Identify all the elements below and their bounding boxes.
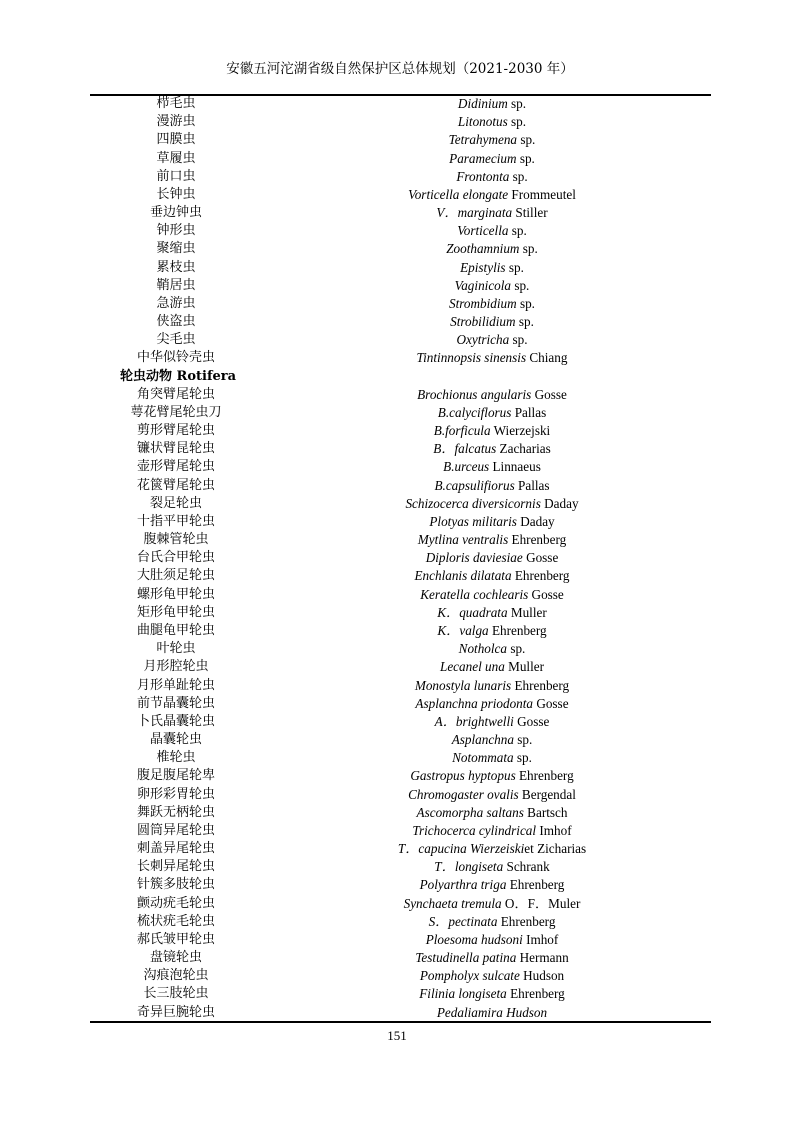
species-row xyxy=(90,458,711,476)
chinese-name: 急游虫 xyxy=(156,295,196,311)
scientific-name xyxy=(322,622,662,640)
scientific-name xyxy=(322,549,662,567)
authority: Hudson xyxy=(519,968,565,984)
scientific-name-italic: Enchlanis dilatata xyxy=(414,568,512,584)
authority: sp. xyxy=(517,132,536,148)
scientific-name-italic: Litonotus xyxy=(457,114,508,130)
scientific-name xyxy=(322,531,662,549)
scientific-name-italic: Strobilidium xyxy=(450,314,516,330)
scientific-name xyxy=(322,404,662,422)
scientific-name-italic: Testudinella patina xyxy=(415,950,517,966)
authority: Wierzejski xyxy=(490,423,551,439)
scientific-name xyxy=(322,259,662,277)
chinese-name: 聚缩虫 xyxy=(156,241,196,257)
species-row xyxy=(90,240,711,258)
authority: Pallas xyxy=(514,477,550,493)
species-row xyxy=(90,259,711,277)
scientific-name-italic: Asplanchna xyxy=(451,732,514,748)
species-row xyxy=(90,895,711,913)
scientific-name xyxy=(322,640,662,658)
scientific-name-italic: Ascomorpha saltans xyxy=(416,804,524,820)
species-row xyxy=(90,477,711,495)
authority: Bartsch xyxy=(523,804,568,820)
scientific-name-italic: Brochionus angularis xyxy=(417,386,532,402)
authority: Pallas xyxy=(511,404,547,420)
scientific-name-italic: Pompholyx sulcate xyxy=(419,968,520,984)
scientific-name-italic: Trichocerca cylindrical xyxy=(412,822,537,838)
authority: Imhof xyxy=(522,931,559,947)
species-row xyxy=(90,513,711,531)
species-row xyxy=(90,440,711,458)
chinese-name: 卵形彩胃轮虫 xyxy=(136,786,215,802)
scientific-name-italic: Strombidium xyxy=(449,295,517,311)
genus-abbreviation: B． xyxy=(433,441,455,457)
species-row xyxy=(90,168,711,186)
species-row xyxy=(90,804,711,822)
authority: Gosse xyxy=(531,386,567,402)
scientific-name-italic: Mytlina ventralis xyxy=(417,532,509,548)
authority: Hermann xyxy=(516,950,569,966)
scientific-name-italic: Pedaliamira Hudson xyxy=(436,1004,548,1020)
scientific-name-italic: pectinata xyxy=(448,913,498,929)
authority: Imhof xyxy=(536,822,572,838)
species-row xyxy=(90,622,711,640)
scientific-name xyxy=(322,1004,662,1022)
scientific-name-italic: Monostyla lunaris xyxy=(414,677,512,693)
species-row xyxy=(90,549,711,567)
scientific-name-italic: Filinia longiseta xyxy=(419,986,507,1002)
chinese-name: 累枝虫 xyxy=(156,259,196,275)
authority: Chiang xyxy=(526,350,568,366)
species-table xyxy=(90,95,711,1022)
authority: sp. xyxy=(513,732,533,748)
species-row xyxy=(90,331,711,349)
scientific-name-italic: Polyarthra triga xyxy=(419,877,507,893)
scientific-name xyxy=(322,967,662,985)
scientific-name-italic: Gastropus hyptopus xyxy=(410,768,516,784)
genus-abbreviation: A． xyxy=(434,713,456,729)
chinese-name: 镰状臂昆轮虫 xyxy=(136,441,215,457)
chinese-name: 盘镜轮虫 xyxy=(149,950,202,966)
authority: sp. xyxy=(509,332,528,348)
authority: O．F．Muler xyxy=(501,895,581,911)
species-row xyxy=(90,531,711,549)
chinese-name: 栉毛虫 xyxy=(156,96,196,111)
species-row xyxy=(90,822,711,840)
scientific-name xyxy=(322,985,662,1003)
chinese-name: 剪形臂尾轮虫 xyxy=(136,423,215,439)
chinese-name: 月形单趾轮虫 xyxy=(136,677,215,693)
scientific-name xyxy=(322,749,662,767)
genus-abbreviation: K． xyxy=(437,604,460,620)
bottom-rule xyxy=(90,1021,711,1023)
authority: sp. xyxy=(516,150,535,166)
chinese-name: 前口虫 xyxy=(156,168,196,184)
chinese-name: 角突臂尾轮虫 xyxy=(136,386,215,402)
authority: sp. xyxy=(508,223,527,239)
scientific-name-italic: Vaginicola xyxy=(454,277,512,293)
scientific-name xyxy=(322,731,662,749)
species-row xyxy=(90,1004,711,1022)
scientific-name-italic: Paramecium xyxy=(449,150,517,166)
chinese-name: 中华似铃壳虫 xyxy=(136,350,215,366)
scientific-name-italic: longiseta xyxy=(454,859,504,875)
chinese-name: 壶形臂尾轮虫 xyxy=(136,459,215,475)
species-row xyxy=(90,150,711,168)
species-row xyxy=(90,677,711,695)
chinese-name: 前节晶囊轮虫 xyxy=(136,695,215,711)
species-row xyxy=(90,277,711,295)
scientific-name xyxy=(322,822,662,840)
authority: Ehrenberg xyxy=(515,768,574,784)
scientific-name xyxy=(322,713,662,731)
authority: sp. xyxy=(515,314,534,330)
scientific-name xyxy=(322,786,662,804)
authority: sp. xyxy=(519,241,538,257)
scientific-name-italic: Synchaeta tremula xyxy=(403,895,502,911)
species-row xyxy=(90,731,711,749)
scientific-name xyxy=(322,168,662,186)
chinese-name: 螺形龟甲轮虫 xyxy=(136,586,215,602)
group-heading: 轮虫动物 Rotifera xyxy=(120,368,237,384)
species-row xyxy=(90,786,711,804)
authority: Gosse xyxy=(528,586,564,602)
scientific-name-italic: Notommata xyxy=(452,750,514,766)
chinese-name: 尖毛虫 xyxy=(156,332,196,348)
species-row xyxy=(90,349,711,367)
scientific-name-italic: brightwelli xyxy=(455,713,514,729)
authority: Ehrenberg xyxy=(511,568,570,584)
scientific-name-italic: Ploesoma hudsoni xyxy=(425,931,523,947)
species-row xyxy=(90,295,711,313)
genus-abbreviation: S． xyxy=(428,913,449,929)
authority: Zacharias xyxy=(496,441,551,457)
scientific-name-italic: B.forficula xyxy=(433,423,491,439)
species-row xyxy=(90,749,711,767)
chinese-name: 刺盖异尾轮虫 xyxy=(136,841,215,857)
genus-abbreviation: T． xyxy=(397,841,419,857)
chinese-name: 侠盗虫 xyxy=(156,314,196,330)
authority: Muller xyxy=(504,659,545,675)
species-row xyxy=(90,567,711,585)
scientific-name-italic: falcatus xyxy=(454,441,497,457)
genus-abbreviation: T． xyxy=(434,859,455,875)
authority: sp. xyxy=(516,295,535,311)
chinese-name: 椎轮虫 xyxy=(156,750,196,766)
chinese-name: 钟形虫 xyxy=(156,223,196,239)
scientific-name-italic: Zoothamnium xyxy=(446,241,520,257)
authority: Daday xyxy=(540,495,579,511)
scientific-name-italic: Chromogaster ovalis xyxy=(408,786,519,802)
scientific-name xyxy=(322,331,662,349)
chinese-name: 台氏合甲轮虫 xyxy=(136,550,215,566)
chinese-name: 郝氏皱甲轮虫 xyxy=(136,931,215,947)
scientific-name-italic: Diploris daviesiae xyxy=(425,550,523,566)
species-row xyxy=(90,404,711,422)
authority: Gosse xyxy=(513,713,550,729)
chinese-name: 鞘居虫 xyxy=(156,277,196,293)
authority: Bergendal xyxy=(518,786,576,802)
chinese-name: 梳状疣毛轮虫 xyxy=(136,913,215,929)
scientific-name-italic: Epistylis xyxy=(460,259,506,275)
species-row xyxy=(90,713,711,731)
chinese-name: 月形腔轮虫 xyxy=(143,659,209,675)
authority: sp. xyxy=(513,750,532,766)
species-row xyxy=(90,95,711,113)
scientific-name-italic: marginata xyxy=(457,205,513,221)
scientific-name xyxy=(322,658,662,676)
scientific-name xyxy=(322,477,662,495)
species-row xyxy=(90,913,711,931)
authority: Schrank xyxy=(503,859,550,875)
chinese-name: 垂边钟虫 xyxy=(149,205,202,221)
chinese-name: 晶囊轮虫 xyxy=(149,732,202,748)
scientific-name xyxy=(322,895,662,913)
chinese-name: 大肚须足轮虫 xyxy=(136,568,215,584)
chinese-name: 舞跃无柄轮虫 xyxy=(136,804,215,820)
species-row xyxy=(90,876,711,894)
authority: Linnaeus xyxy=(489,459,541,475)
species-row xyxy=(90,604,711,622)
authority: sp. xyxy=(511,277,530,293)
authority: sp. xyxy=(509,168,528,184)
species-row xyxy=(90,840,711,858)
chinese-name: 卜氏晶囊轮虫 xyxy=(136,713,215,729)
scientific-name xyxy=(322,422,662,440)
chinese-name: 裂足轮虫 xyxy=(149,495,202,511)
scientific-name xyxy=(322,931,662,949)
scientific-name xyxy=(322,913,662,931)
scientific-name xyxy=(322,858,662,876)
authority: Ehrenberg xyxy=(488,622,547,638)
scientific-name-italic: B.capsulifiorus xyxy=(434,477,515,493)
chinese-name: 奇异巨腕轮虫 xyxy=(136,1004,215,1020)
chinese-name: 曲腿龟甲轮虫 xyxy=(136,622,215,638)
chinese-name: 针簇多肢轮虫 xyxy=(136,877,215,893)
scientific-name xyxy=(322,150,662,168)
scientific-name-italic: Tintinnopsis sinensis xyxy=(416,350,527,366)
authority: Gosse xyxy=(533,695,569,711)
authority: sp. xyxy=(507,641,526,657)
authority: Stiller xyxy=(512,205,548,221)
scientific-name xyxy=(322,204,662,222)
authority: sp. xyxy=(505,259,524,275)
chinese-name: 长三肢轮虫 xyxy=(143,986,209,1002)
page-header-title: 安徽五河沱湖省级自然保护区总体规划（2021-2030 年） xyxy=(226,61,574,77)
species-row xyxy=(90,949,711,967)
chinese-name: 长刺异尾轮虫 xyxy=(136,859,215,875)
scientific-name xyxy=(322,295,662,313)
scientific-name xyxy=(322,95,662,113)
scientific-name-italic: quadrata xyxy=(459,604,508,620)
genus-abbreviation: V． xyxy=(436,205,458,221)
page-number: 151 xyxy=(387,1028,407,1043)
species-row xyxy=(90,131,711,149)
scientific-name xyxy=(322,604,662,622)
scientific-name xyxy=(322,767,662,785)
scientific-name xyxy=(322,240,662,258)
scientific-name-italic: valga xyxy=(459,622,489,638)
species-row xyxy=(90,658,711,676)
chinese-name: 长钟虫 xyxy=(156,186,196,202)
scientific-name xyxy=(322,458,662,476)
scientific-name xyxy=(322,349,662,367)
scientific-name-italic: Plotyas militaris xyxy=(429,513,517,529)
authority: Ehrenberg xyxy=(511,677,570,693)
scientific-name xyxy=(322,567,662,585)
scientific-name xyxy=(322,840,662,858)
chinese-name: 漫游虫 xyxy=(156,114,196,130)
chinese-name: 草履虫 xyxy=(156,150,196,166)
authority: et Zicharias xyxy=(524,841,587,857)
authority: Ehrenberg xyxy=(506,986,565,1002)
species-row xyxy=(90,186,711,204)
chinese-name: 萼花臂尾轮虫刀 xyxy=(130,404,222,420)
species-row xyxy=(90,858,711,876)
scientific-name-italic: Tetrahymena xyxy=(448,132,518,148)
scientific-name-italic: Oxytricha xyxy=(456,332,510,348)
scientific-name xyxy=(322,222,662,240)
scientific-name xyxy=(322,277,662,295)
scientific-name-italic: Asplanchna priodonta xyxy=(415,695,534,711)
group-heading-row xyxy=(90,368,711,386)
chinese-name: 花篋臂尾轮虫 xyxy=(136,477,215,493)
scientific-name xyxy=(322,186,662,204)
authority: Frommeutel xyxy=(508,186,576,202)
scientific-name-italic: B.urceus xyxy=(443,459,490,475)
scientific-name xyxy=(322,131,662,149)
chinese-name: 四膜虫 xyxy=(156,132,196,148)
chinese-name: 腹棘管轮虫 xyxy=(143,532,209,548)
genus-abbreviation: K． xyxy=(437,622,460,638)
scientific-name xyxy=(322,949,662,967)
authority: Ehrenberg xyxy=(506,877,565,893)
scientific-name xyxy=(322,876,662,894)
chinese-name: 矩形龟甲轮虫 xyxy=(136,604,215,620)
scientific-name-italic: Keratella cochlearis xyxy=(420,586,529,602)
chinese-name: 十指平甲轮虫 xyxy=(136,513,215,529)
scientific-name-italic: Lecanel una xyxy=(439,659,505,675)
species-row xyxy=(90,985,711,1003)
chinese-name: 腹足腹尾轮卑 xyxy=(136,768,215,784)
authority: sp. xyxy=(507,114,527,130)
species-row xyxy=(90,931,711,949)
authority: Muller xyxy=(507,604,547,620)
scientific-name-italic: Schizocerca diversicornis xyxy=(405,495,541,511)
species-row xyxy=(90,495,711,513)
species-row xyxy=(90,222,711,240)
authority: Daday xyxy=(516,513,555,529)
chinese-name: 颤动疣毛轮虫 xyxy=(136,895,215,911)
species-row xyxy=(90,204,711,222)
scientific-name xyxy=(322,386,662,404)
chinese-name: 圆筒异尾轮虫 xyxy=(136,822,215,838)
species-row xyxy=(90,695,711,713)
scientific-name-italic: Vorticella xyxy=(457,223,509,239)
scientific-name-italic: capucina Wierzeiski xyxy=(418,841,525,857)
species-row xyxy=(90,967,711,985)
scientific-name-italic: Notholca xyxy=(458,641,508,657)
species-row xyxy=(90,767,711,785)
chinese-name: 沟痕泡轮虫 xyxy=(143,968,209,984)
scientific-name-italic: B.calyciflorus xyxy=(437,404,512,420)
species-row xyxy=(90,640,711,658)
authority: Ehrenberg xyxy=(497,913,556,929)
scientific-name xyxy=(322,513,662,531)
species-row xyxy=(90,113,711,131)
scientific-name xyxy=(322,804,662,822)
scientific-name-italic: Vorticella elongate xyxy=(408,186,509,202)
scientific-name-italic: Frontonta xyxy=(456,168,510,184)
scientific-name-italic: Didinium xyxy=(457,96,508,111)
species-row xyxy=(90,422,711,440)
scientific-name xyxy=(322,495,662,513)
species-row xyxy=(90,313,711,331)
chinese-name: 叶轮虫 xyxy=(156,641,196,657)
scientific-name xyxy=(322,677,662,695)
species-row xyxy=(90,386,711,404)
species-row xyxy=(90,586,711,604)
scientific-name xyxy=(322,113,662,131)
scientific-name xyxy=(322,695,662,713)
scientific-name xyxy=(322,586,662,604)
authority: Gosse xyxy=(522,550,559,566)
scientific-name xyxy=(322,440,662,458)
scientific-name xyxy=(322,313,662,331)
authority: sp. xyxy=(507,96,527,111)
authority: Ehrenberg xyxy=(508,532,567,548)
